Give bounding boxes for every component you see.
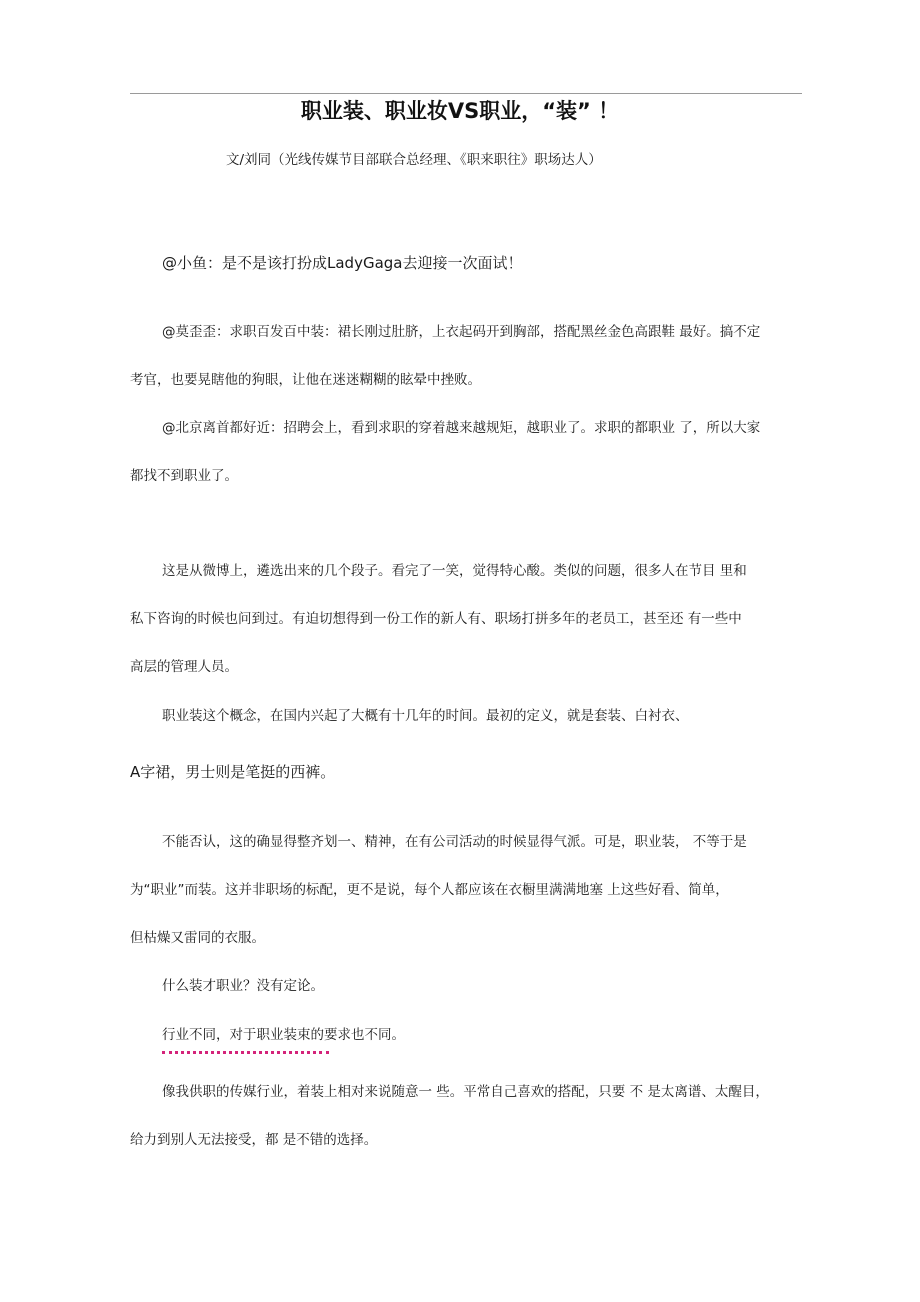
header-rule (130, 93, 802, 94)
paragraph-2-line-1: 职业装这个概念，在国内兴起了大概有十几年的时间。最初的定义，就是套装、白衬衣、 (162, 708, 689, 724)
paragraph-5: 行业不同，对于职业装束的要求也不同。 (162, 1027, 405, 1043)
weibo-quote-mowaiwai-line-2: 考官，也要晃瞎他的狗眼，让他在迷迷糊糊的眩晕中挫败。 (130, 372, 481, 388)
paragraph-3-line-3: 但枯燥又雷同的衣服。 (130, 930, 265, 946)
paragraph-6-line-2: 给力到别人无法接受，都 是不错的选择。 (130, 1132, 378, 1148)
paragraph-3-line-1: 不能否认，这的确显得整齐划一、精神，在有公司活动的时候显得气派。可是，职业装， 不等于是 (162, 834, 747, 850)
weibo-quote-beijing-line-1: @北京离首都好近：招聘会上，看到求职的穿着越来越规矩，越职业了。求职的都职业 了，所以大家 (162, 420, 761, 436)
weibo-quote-beijing-line-2: 都找不到职业了。 (130, 468, 238, 484)
paragraph-6-line-1: 像我供职的传媒行业，着装上相对来说随意一 些。平常自己喜欢的搭配，只要 不 是太离谱、太醒目， (162, 1084, 769, 1100)
paragraph-3-line-2: 为“职业”而装。这并非职场的标配，更不是说，每个人都应该在衣橱里满满地塞 上这些好看、简单， (130, 882, 729, 898)
paragraph-2-line-2: A字裙，男士则是笔挺的西裤。 (130, 763, 336, 781)
weibo-quote-mowaiwai-line-1: @莫歪歪：求职百发百中装：裙长刚过肚脐，上衣起码开到胸部，搭配黑丝金色高跟鞋 最好。搞不定 (162, 324, 761, 340)
paragraph-4: 什么装才职业？没有定论。 (162, 978, 324, 994)
article-title: 职业装、职业妆VS职业，“装” ！ (300, 99, 620, 123)
weibo-quote-xiaoyu: @小鱼：是不是该打扮成LadyGaga去迎接一次面试！ (162, 254, 523, 272)
spellcheck-underline (162, 1051, 329, 1054)
article-byline: 文/刘同（光线传媒节目部联合总经理、《职来职往》职场达人） (226, 152, 602, 168)
paragraph-1-line-3: 高层的管理人员。 (130, 659, 238, 675)
paragraph-1-line-1: 这是从微博上，遴选出来的几个段子。看完了一笑，觉得特心酸。类似的问题，很多人在节目 里和 (162, 563, 747, 579)
paragraph-1-line-2: 私下咨询的时候也问到过。有迫切想得到一份工作的新人有、职场打拼多年的老员工，甚至还 有一些中 (130, 611, 742, 627)
